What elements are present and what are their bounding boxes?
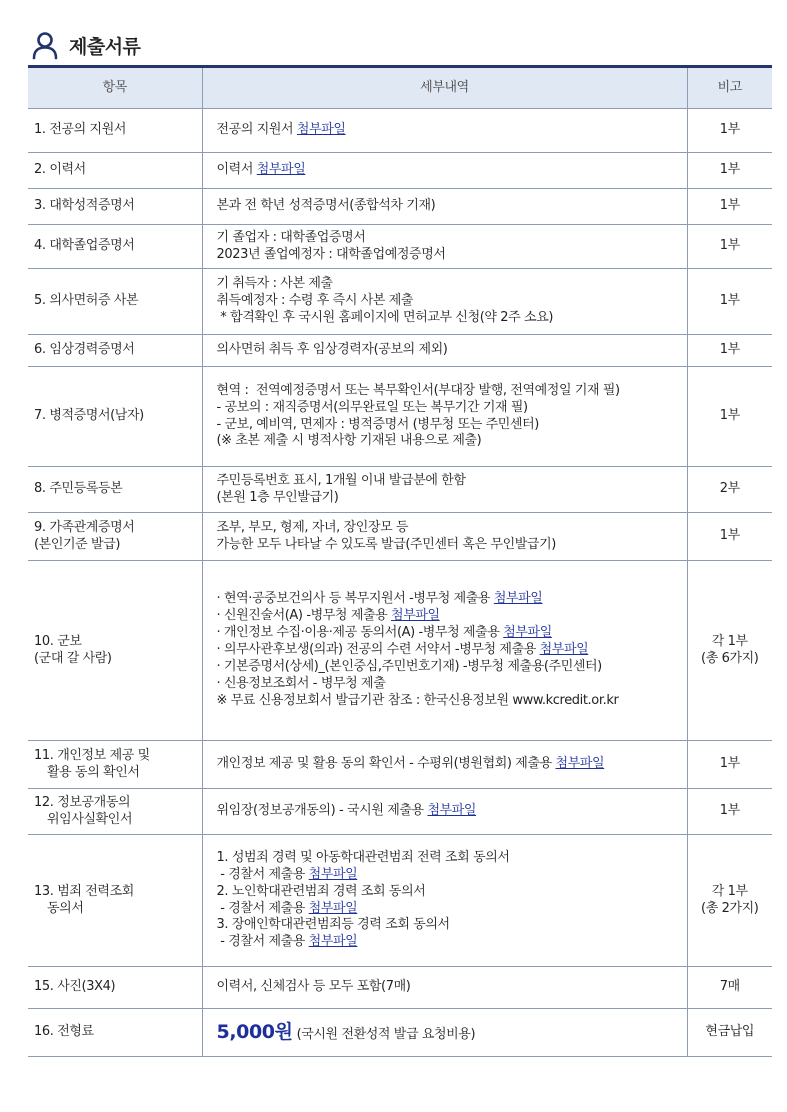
section-header bbox=[30, 27, 140, 63]
detail-cell bbox=[202, 835, 687, 967]
fee-description: (국시원 전환성적 발급 요청비용) bbox=[296, 1027, 476, 1043]
detail-cell bbox=[202, 789, 687, 835]
attachment-link[interactable]: 첨부파일 bbox=[308, 934, 358, 950]
detail-line bbox=[217, 490, 679, 507]
detail-text: 위임장(정보공개동의) - 국시원 제출용 bbox=[216, 803, 428, 819]
detail-text: 이력서, 신체검사 등 모두 포함(7매) bbox=[216, 979, 411, 995]
detail-line bbox=[217, 417, 679, 434]
item-label: 6. 임상경력증명서 bbox=[34, 342, 135, 358]
note-cell bbox=[687, 741, 772, 789]
note-cell bbox=[687, 225, 772, 269]
detail-text: 본과 전 학년 성적증명서(종합석차 기재) bbox=[216, 198, 436, 214]
item-cell bbox=[28, 225, 202, 269]
note-text: 2부 bbox=[719, 481, 740, 497]
attachment-link[interactable]: 첨부파일 bbox=[555, 756, 605, 772]
detail-text: · 개인정보 수집·이용·제공 동의서(A) -병무청 제출용 bbox=[216, 625, 504, 641]
note-text: 1부 bbox=[719, 803, 740, 819]
detail-line bbox=[217, 659, 679, 676]
detail-text: 기 졸업자 : 대학졸업증명서 bbox=[216, 229, 366, 245]
note-text: 1부 bbox=[719, 293, 740, 309]
attachment-link[interactable]: 첨부파일 bbox=[308, 866, 358, 882]
detail-text: 2023년 졸업예정자 : 대학졸업예정증명서 bbox=[216, 246, 446, 262]
detail-text: ※ 무료 신용정보회서 발급기관 참조 : 한국신용정보원 www.kcredit.or.kr bbox=[216, 692, 619, 708]
table-row bbox=[28, 789, 772, 835]
table-row bbox=[28, 1009, 772, 1057]
detail-cell bbox=[202, 225, 687, 269]
attachment-link[interactable]: 첨부파일 bbox=[256, 162, 306, 178]
attachment-link[interactable]: 첨부파일 bbox=[493, 591, 543, 607]
detail-text: - 경찰서 제출용 bbox=[216, 866, 309, 882]
detail-text: 기 취득자 : 사본 제출 bbox=[216, 276, 333, 292]
item-label: 4. 대학졸업증명서 bbox=[34, 238, 135, 254]
note-cell bbox=[687, 835, 772, 967]
detail-cell bbox=[202, 269, 687, 335]
detail-cell bbox=[202, 367, 687, 467]
detail-text: - 공보의 : 재직증명서(의무완료일 또는 복무기간 기재 필) bbox=[216, 399, 528, 415]
note-text: (총 6가지) bbox=[701, 650, 759, 666]
note-cell bbox=[687, 467, 772, 513]
note-cell bbox=[687, 367, 772, 467]
detail-line bbox=[217, 693, 679, 710]
detail-text: 현역 : 전역예정증명서 또는 복무확인서(부대장 발행, 전역예정일 기재 필) bbox=[216, 382, 620, 398]
note-text: 1부 bbox=[719, 528, 740, 544]
detail-text: - 경찰서 제출용 bbox=[216, 900, 309, 916]
item-label: (본인기준 발급) bbox=[34, 536, 121, 552]
item-label: 16. 전형료 bbox=[34, 1024, 94, 1040]
table-row bbox=[28, 467, 772, 513]
item-label: 10. 군보 bbox=[34, 633, 82, 649]
detail-line bbox=[217, 934, 679, 951]
detail-line bbox=[217, 608, 679, 625]
detail-line bbox=[217, 293, 679, 310]
detail-line bbox=[217, 473, 679, 490]
item-label: (군대 갈 사람) bbox=[34, 650, 112, 666]
table-row bbox=[28, 335, 772, 367]
detail-line bbox=[217, 162, 679, 179]
detail-line bbox=[217, 867, 679, 884]
attachment-link[interactable]: 첨부파일 bbox=[296, 122, 346, 138]
table-header-row bbox=[28, 67, 772, 109]
detail-text: 의사면허 취득 후 임상경력자(공보의 제외) bbox=[216, 342, 448, 358]
note-cell bbox=[687, 1009, 772, 1057]
table-row bbox=[28, 269, 772, 335]
item-label: 활용 동의 확인서 bbox=[47, 764, 140, 780]
item-cell bbox=[28, 335, 202, 367]
detail-line bbox=[217, 310, 679, 327]
note-cell bbox=[687, 109, 772, 153]
documents-table bbox=[28, 65, 772, 1057]
detail-line bbox=[217, 433, 679, 450]
detail-text: 취득예정자 : 수령 후 즉시 사본 제출 bbox=[216, 293, 414, 309]
item-label: 7. 병적증명서(남자) bbox=[34, 408, 144, 424]
note-cell bbox=[687, 153, 772, 189]
item-cell bbox=[28, 741, 202, 789]
detail-text: - 경찰서 제출용 bbox=[216, 934, 309, 950]
item-label: 3. 대학성적증명서 bbox=[34, 198, 135, 214]
detail-cell bbox=[202, 513, 687, 561]
detail-line bbox=[217, 917, 679, 934]
detail-text: · 신용정보조회서 - 병무청 제출 bbox=[216, 675, 386, 691]
detail-line bbox=[217, 198, 679, 215]
note-text: 1부 bbox=[719, 162, 740, 178]
item-label: 12. 정보공개동의 bbox=[34, 794, 131, 810]
table-row bbox=[28, 967, 772, 1009]
detail-line bbox=[217, 342, 679, 359]
detail-line bbox=[217, 642, 679, 659]
detail-cell bbox=[202, 189, 687, 225]
detail-line bbox=[217, 979, 679, 996]
table-row bbox=[28, 741, 772, 789]
item-cell bbox=[28, 789, 202, 835]
detail-line bbox=[217, 850, 679, 867]
detail-line bbox=[217, 230, 679, 247]
detail-line bbox=[217, 122, 679, 139]
table-row bbox=[28, 561, 772, 741]
item-label: 11. 개인정보 제공 및 bbox=[34, 747, 150, 763]
column-header-item: 항목 bbox=[28, 67, 202, 109]
attachment-link[interactable]: 첨부파일 bbox=[539, 642, 589, 658]
detail-text: 2. 노인학대관련범죄 경력 조회 동의서 bbox=[216, 883, 426, 899]
detail-cell bbox=[202, 741, 687, 789]
note-text: (총 2가지) bbox=[701, 900, 759, 916]
note-cell bbox=[687, 269, 772, 335]
table-row bbox=[28, 109, 772, 153]
detail-text: (본원 1층 무인발급기) bbox=[216, 489, 339, 505]
detail-text: 전공의 지원서 bbox=[216, 122, 297, 138]
detail-text: · 의무사관후보생(의과) 전공의 수련 서약서 -병무청 제출용 bbox=[216, 642, 540, 658]
detail-line bbox=[217, 247, 679, 264]
note-text: 7매 bbox=[719, 979, 740, 995]
detail-text: (※ 초본 제출 시 병적사항 기재된 내용으로 제출) bbox=[216, 433, 482, 449]
item-label: 15. 사진(3X4) bbox=[34, 979, 116, 995]
table-row bbox=[28, 189, 772, 225]
column-header-detail: 세부내역 bbox=[202, 67, 687, 109]
item-cell bbox=[28, 269, 202, 335]
detail-line bbox=[217, 803, 679, 820]
column-header-note: 비고 bbox=[687, 67, 772, 109]
table-row bbox=[28, 513, 772, 561]
note-text: 1부 bbox=[719, 122, 740, 138]
note-text: 1부 bbox=[719, 756, 740, 772]
item-cell bbox=[28, 367, 202, 467]
item-cell bbox=[28, 109, 202, 153]
note-cell bbox=[687, 967, 772, 1009]
detail-text: 개인정보 제공 및 활용 동의 확인서 - 수평위(병원협회) 제출용 bbox=[216, 756, 556, 772]
item-label: 2. 이력서 bbox=[34, 162, 86, 178]
attachment-link[interactable]: 첨부파일 bbox=[391, 608, 440, 624]
note-text: 각 1부 bbox=[711, 633, 748, 649]
detail-text: * 합격확인 후 국시원 홈페이지에 면허교부 신청(약 2주 소요) bbox=[216, 309, 554, 325]
page-title: 제출서류 bbox=[69, 35, 141, 58]
item-cell bbox=[28, 835, 202, 967]
detail-cell bbox=[202, 1009, 687, 1057]
detail-cell bbox=[202, 967, 687, 1009]
item-label: 1. 전공의 지원서 bbox=[34, 122, 127, 138]
detail-cell bbox=[202, 467, 687, 513]
detail-line bbox=[217, 884, 679, 901]
detail-line bbox=[217, 625, 679, 642]
item-cell bbox=[28, 967, 202, 1009]
item-label: 위임사실확인서 bbox=[47, 811, 133, 827]
item-label: 동의서 bbox=[47, 900, 84, 916]
note-cell bbox=[687, 335, 772, 367]
detail-text: - 군보, 예비역, 면제자 : 병적증명서 (병무청 또는 주민센터) bbox=[216, 416, 539, 432]
detail-cell bbox=[202, 335, 687, 367]
detail-text: · 신원진술서(A) -병무청 제출용 bbox=[216, 608, 392, 624]
table-row bbox=[28, 153, 772, 189]
note-cell bbox=[687, 789, 772, 835]
detail-line bbox=[217, 383, 679, 400]
attachment-link[interactable]: 첨부파일 bbox=[427, 803, 477, 819]
table-row bbox=[28, 367, 772, 467]
note-cell bbox=[687, 561, 772, 741]
detail-cell bbox=[202, 109, 687, 153]
note-text: 현금납입 bbox=[705, 1024, 755, 1040]
table-row bbox=[28, 835, 772, 967]
item-cell bbox=[28, 153, 202, 189]
item-cell bbox=[28, 513, 202, 561]
item-label: 5. 의사면허증 사본 bbox=[34, 293, 139, 309]
note-text: 1부 bbox=[719, 408, 740, 424]
item-cell bbox=[28, 467, 202, 513]
detail-text: 3. 장애인학대관련범죄등 경력 조회 동의서 bbox=[216, 917, 450, 933]
detail-text: 이력서 bbox=[216, 162, 257, 178]
detail-text: 가능한 모두 나타날 수 있도록 발급(주민센터 혹은 무인발급기) bbox=[216, 536, 556, 552]
attachment-link[interactable]: 첨부파일 bbox=[503, 625, 552, 641]
detail-text: · 기본증명서(상세)_(본인중심,주민번호기재) -병무청 제출용(주민센터) bbox=[216, 658, 602, 674]
note-cell bbox=[687, 513, 772, 561]
item-cell bbox=[28, 189, 202, 225]
attachment-link[interactable]: 첨부파일 bbox=[308, 900, 358, 916]
detail-line bbox=[217, 400, 679, 417]
detail-cell bbox=[202, 561, 687, 741]
detail-text: · 현역·공중보건의사 등 복무지원서 -병무청 제출용 bbox=[216, 591, 494, 607]
detail-line bbox=[217, 591, 679, 608]
note-text: 1부 bbox=[719, 238, 740, 254]
item-label: 13. 범죄 전력조회 bbox=[34, 883, 134, 899]
note-text: 1부 bbox=[719, 342, 740, 358]
detail-text: 조부, 부모, 형제, 자녀, 장인장모 등 bbox=[216, 519, 409, 535]
table-row bbox=[28, 225, 772, 269]
note-cell bbox=[687, 189, 772, 225]
detail-line bbox=[217, 901, 679, 918]
item-label: 9. 가족관계증명서 bbox=[34, 519, 135, 535]
detail-line bbox=[217, 756, 679, 773]
note-text: 각 1부 bbox=[711, 883, 748, 899]
detail-line bbox=[217, 537, 679, 554]
detail-line bbox=[217, 676, 679, 693]
detail-line bbox=[217, 520, 679, 537]
item-label: 8. 주민등록등본 bbox=[34, 481, 123, 497]
person-icon bbox=[30, 30, 60, 60]
fee-amount: 5,000원 bbox=[216, 1021, 293, 1044]
item-cell bbox=[28, 1009, 202, 1057]
detail-cell bbox=[202, 153, 687, 189]
item-cell bbox=[28, 561, 202, 741]
note-text: 1부 bbox=[719, 198, 740, 214]
detail-text: 1. 성범죄 경력 및 아동학대관련범죄 전력 조회 동의서 bbox=[216, 849, 510, 865]
detail-text: 주민등록번호 표시, 1개월 이내 발급분에 한함 bbox=[216, 472, 466, 488]
detail-line bbox=[217, 276, 679, 293]
